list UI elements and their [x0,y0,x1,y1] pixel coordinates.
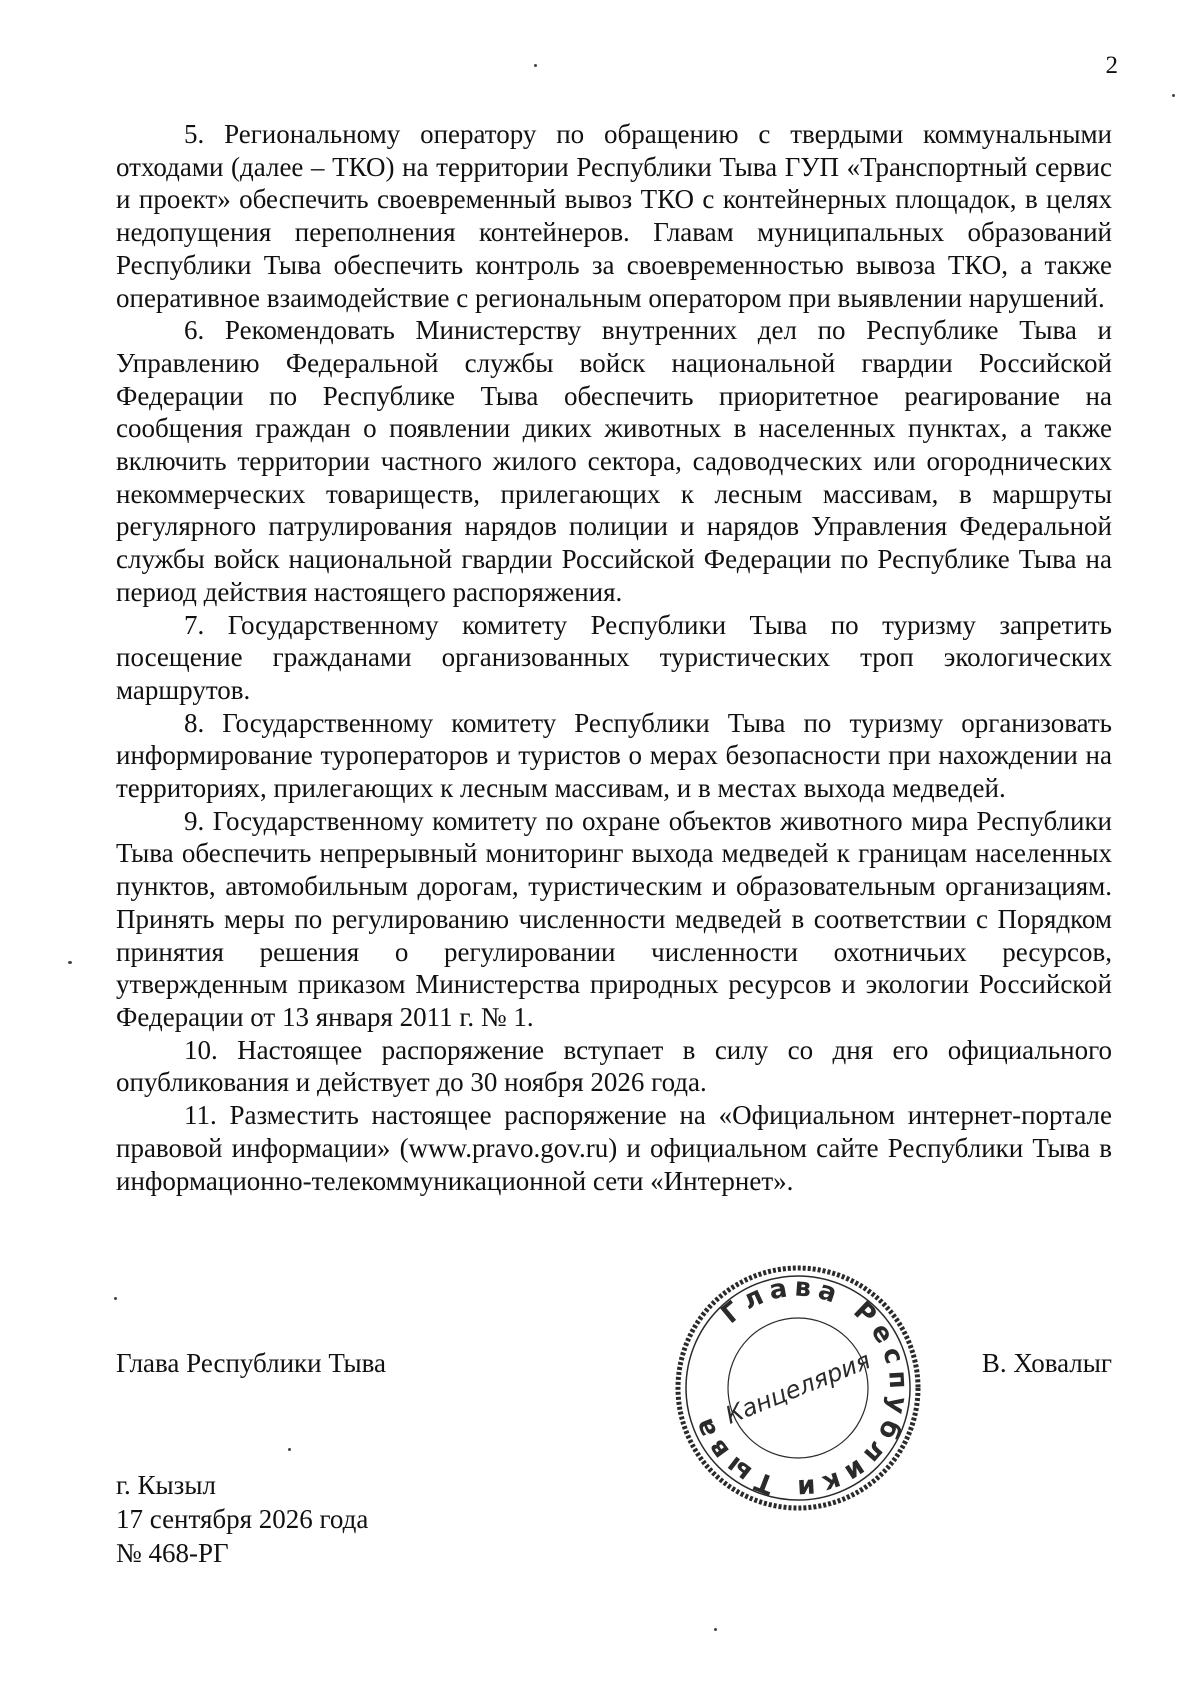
paragraph-text: Государственному комитету по охране объектов животного мира Республики Тыва обеспечить непрерывный мониторинг выхода медведей к границам населенных пунктов, автомобильным дорогам, туристическим и образовательным организациям. Принять меры по регулированию численности медведей в соответствии с Порядком принятия решения о регулировании численности охотничьих ресурсов, утвержденным приказом Министерства природных ресурсов и экологии Российской Федерации от 13 января 2011 г. № 1. [116,805,1113,1032]
paragraph-9 [116,805,1112,1034]
paragraph-11 [116,1099,1112,1197]
paragraph-number: 8. [184,707,205,738]
document-details [116,1468,368,1570]
paragraph-text: Разместить настоящее распоряжение на «Официальном интернет-портале правовой информации» (www.pravo.gov.ru) и официальном сайте Республики Тыва в информационно-телекоммуникационной сети «Интернет». [116,1100,1113,1196]
scan-speck [114,1297,117,1300]
page-number: 2 [1105,52,1118,79]
scan-speck [1172,94,1175,97]
document-city: г. Кызыл [116,1470,216,1500]
paragraph-number: 7. [184,609,205,640]
paragraph-number: 9. [184,805,205,836]
signatory-position: Глава Республики Тыва [116,1348,387,1378]
paragraph-number: 6. [184,315,205,346]
paragraph-number: 5. [184,119,205,149]
official-stamp [672,1262,924,1514]
stamp-ring-text: Глава Республики Тыва [686,1272,914,1504]
document-date: 17 сентября 2026 года [116,1504,369,1534]
scan-speck [714,1628,717,1631]
scan-speck [68,961,72,964]
scan-speck [288,1448,291,1451]
stamp-center-text: Канцелярия [721,1346,875,1430]
paragraph-text: Региональному оператору по обращению с твердыми коммунальными отходами (далее – ТКО) на территории Республики Тыва ГУП «Транспортный сервис и проект» обеспечить своевременный вывоз ТКО с контейнерных площадок, в целях недопущения переполнения контейнеров. Главам муниципальных образований Республики Тыва обеспечить контроль за своевременностью вывоза ТКО, а также оперативное взаимодействие с региональным оператором при выявлении нарушений. [116,119,1112,313]
signatory-name: В. Ховалыг [981,1348,1112,1378]
paragraph-text: Рекомендовать Министерству внутренних дел по Республике Тыва и Управлению Федеральной службы войск национальной гвардии Российской Федерации по Республике Тыва обеспечить приоритетное реагирование на сообщения граждан о появлении диких животных в населенных пунктах, а также включить территории частного жилого сектора, садоводческих или огороднических некоммерческих товариществ, прилегающих к лесным массивам, в маршруты регулярного патрулирования нарядов полиции и нарядов Управления Федеральной службы войск национальной гвардии Российской Федерации по Республике Тыва на период действия настоящего распоряжения. [116,315,1112,607]
paragraph-7 [116,609,1112,707]
paragraph-8 [116,707,1112,805]
paragraph-number: 10. [184,1034,218,1065]
paragraph-number: 11. [184,1100,217,1131]
paragraph-6 [116,314,1112,608]
paragraph-5 [116,118,1112,314]
document-number: № 468-РГ [116,1538,229,1568]
paragraph-text: Государственному комитету Республики Тыва по туризму организовать информирование туроператоров и туристов о мерах безопасности при нахождении на территориях, прилегающих к лесным массивам, и в местах выхода медведей. [116,707,1112,804]
paragraph-text: Государственному комитету Республики Тыва по туризму запретить посещение гражданами организованных туристических троп экологических маршрутов. [116,609,1113,705]
paragraph-10 [116,1034,1112,1099]
paragraph-text: Настоящее распоряжение вступает в силу со дня его официального опубликования и действует до 30 ноября 2026 года. [116,1034,1113,1098]
document-body [116,118,1112,1197]
scan-speck [534,64,537,67]
